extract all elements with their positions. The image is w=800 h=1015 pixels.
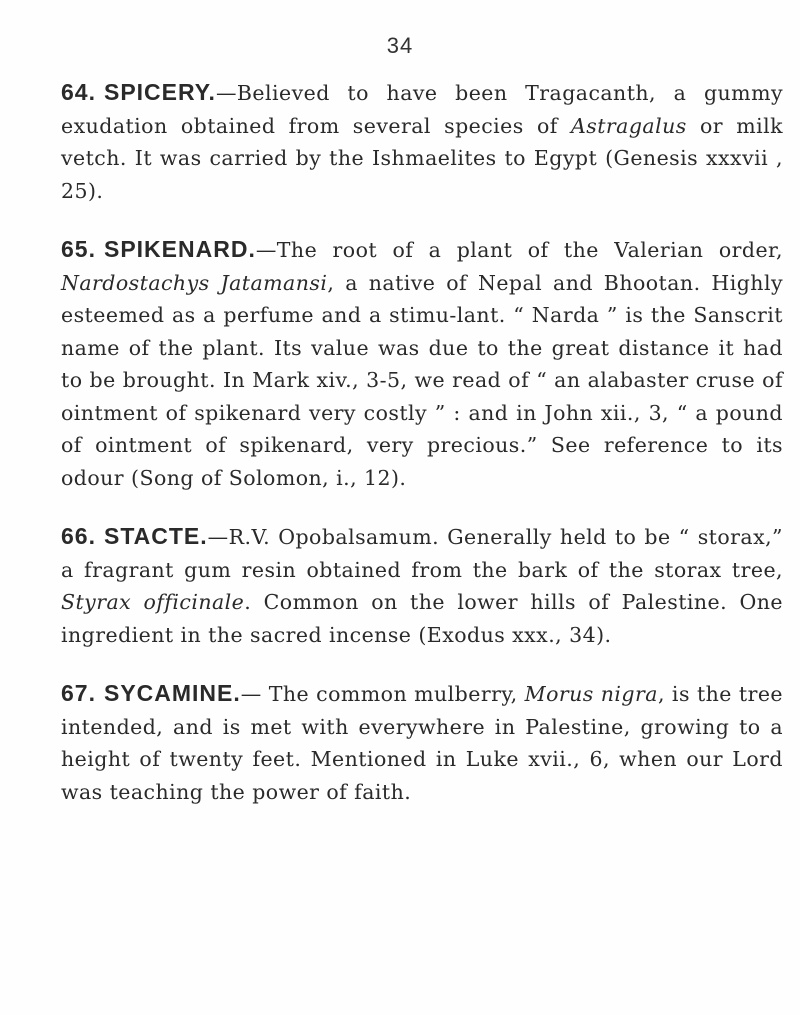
entry-spikenard — [61, 233, 783, 494]
entry-text: , a native of Nepal and Bhootan. Highly esteemed as a perfume and a stimu-lant. “ Narda ” is the Sanscrit name of the plant. Its value was due to the great distance it had to be brought. In Mark xiv., 3-5, we read of “ an alabaster cruse of ointment of spikenard very costly ” : and in John xii., 3, “ a pound of ointment of spikenard, very precious.” See reference to its odour (Song of Solomon, i., 12). — [61, 270, 784, 490]
entry-italic-term: Morus nigra — [524, 682, 658, 706]
entry-text: —Believed to have been Tragacanth, a gummy exudation obtained from several species of — [61, 81, 783, 138]
entry-italic-term: Astragalus — [571, 113, 687, 138]
entry-number: 67. — [61, 680, 96, 706]
entry-text: or milk vetch. It was carried by the Ishmaelites to Egypt (Genesis xxxvii , 25). — [61, 113, 783, 203]
entry-sycamine — [61, 677, 783, 808]
entry-stacte — [61, 520, 783, 651]
entry-heading: SPICERY. — [103, 79, 216, 105]
entry-text: — The common mulberry, — [240, 682, 525, 706]
entries — [61, 76, 783, 834]
entry-text: —The root of a plant of the Valerian order, — [255, 238, 783, 262]
entry-number: 65. — [61, 236, 96, 262]
entry-spicery — [61, 76, 783, 207]
entry-number: 64. — [61, 79, 96, 105]
entry-heading: SPIKENARD. — [103, 236, 256, 262]
entry-text: , is the tree intended, and is met with everywhere in Palestine, growing to a height of twenty feet. Mentioned in Luke xvii., 6, when our Lord was teaching the power of faith. — [61, 682, 783, 804]
entry-italic-term: Nardostachys Jatamansi — [61, 270, 328, 295]
entry-text: . Common on the lower hills of Palestine. One ingredient in the sacred incense (Exodus xxx., 34). — [61, 590, 783, 647]
page-number: 34 — [386, 33, 414, 58]
entry-italic-term: Styrax officinale — [61, 590, 245, 614]
entry-text: —R.V. Opobalsamum. Generally held to be “ storax,” a fragrant gum resin obtained from the bark of the storax tree, — [61, 525, 783, 582]
entry-heading: STACTE. — [103, 523, 208, 549]
entry-heading: SYCAMINE. — [103, 680, 241, 706]
entry-number: 66. — [61, 523, 96, 549]
